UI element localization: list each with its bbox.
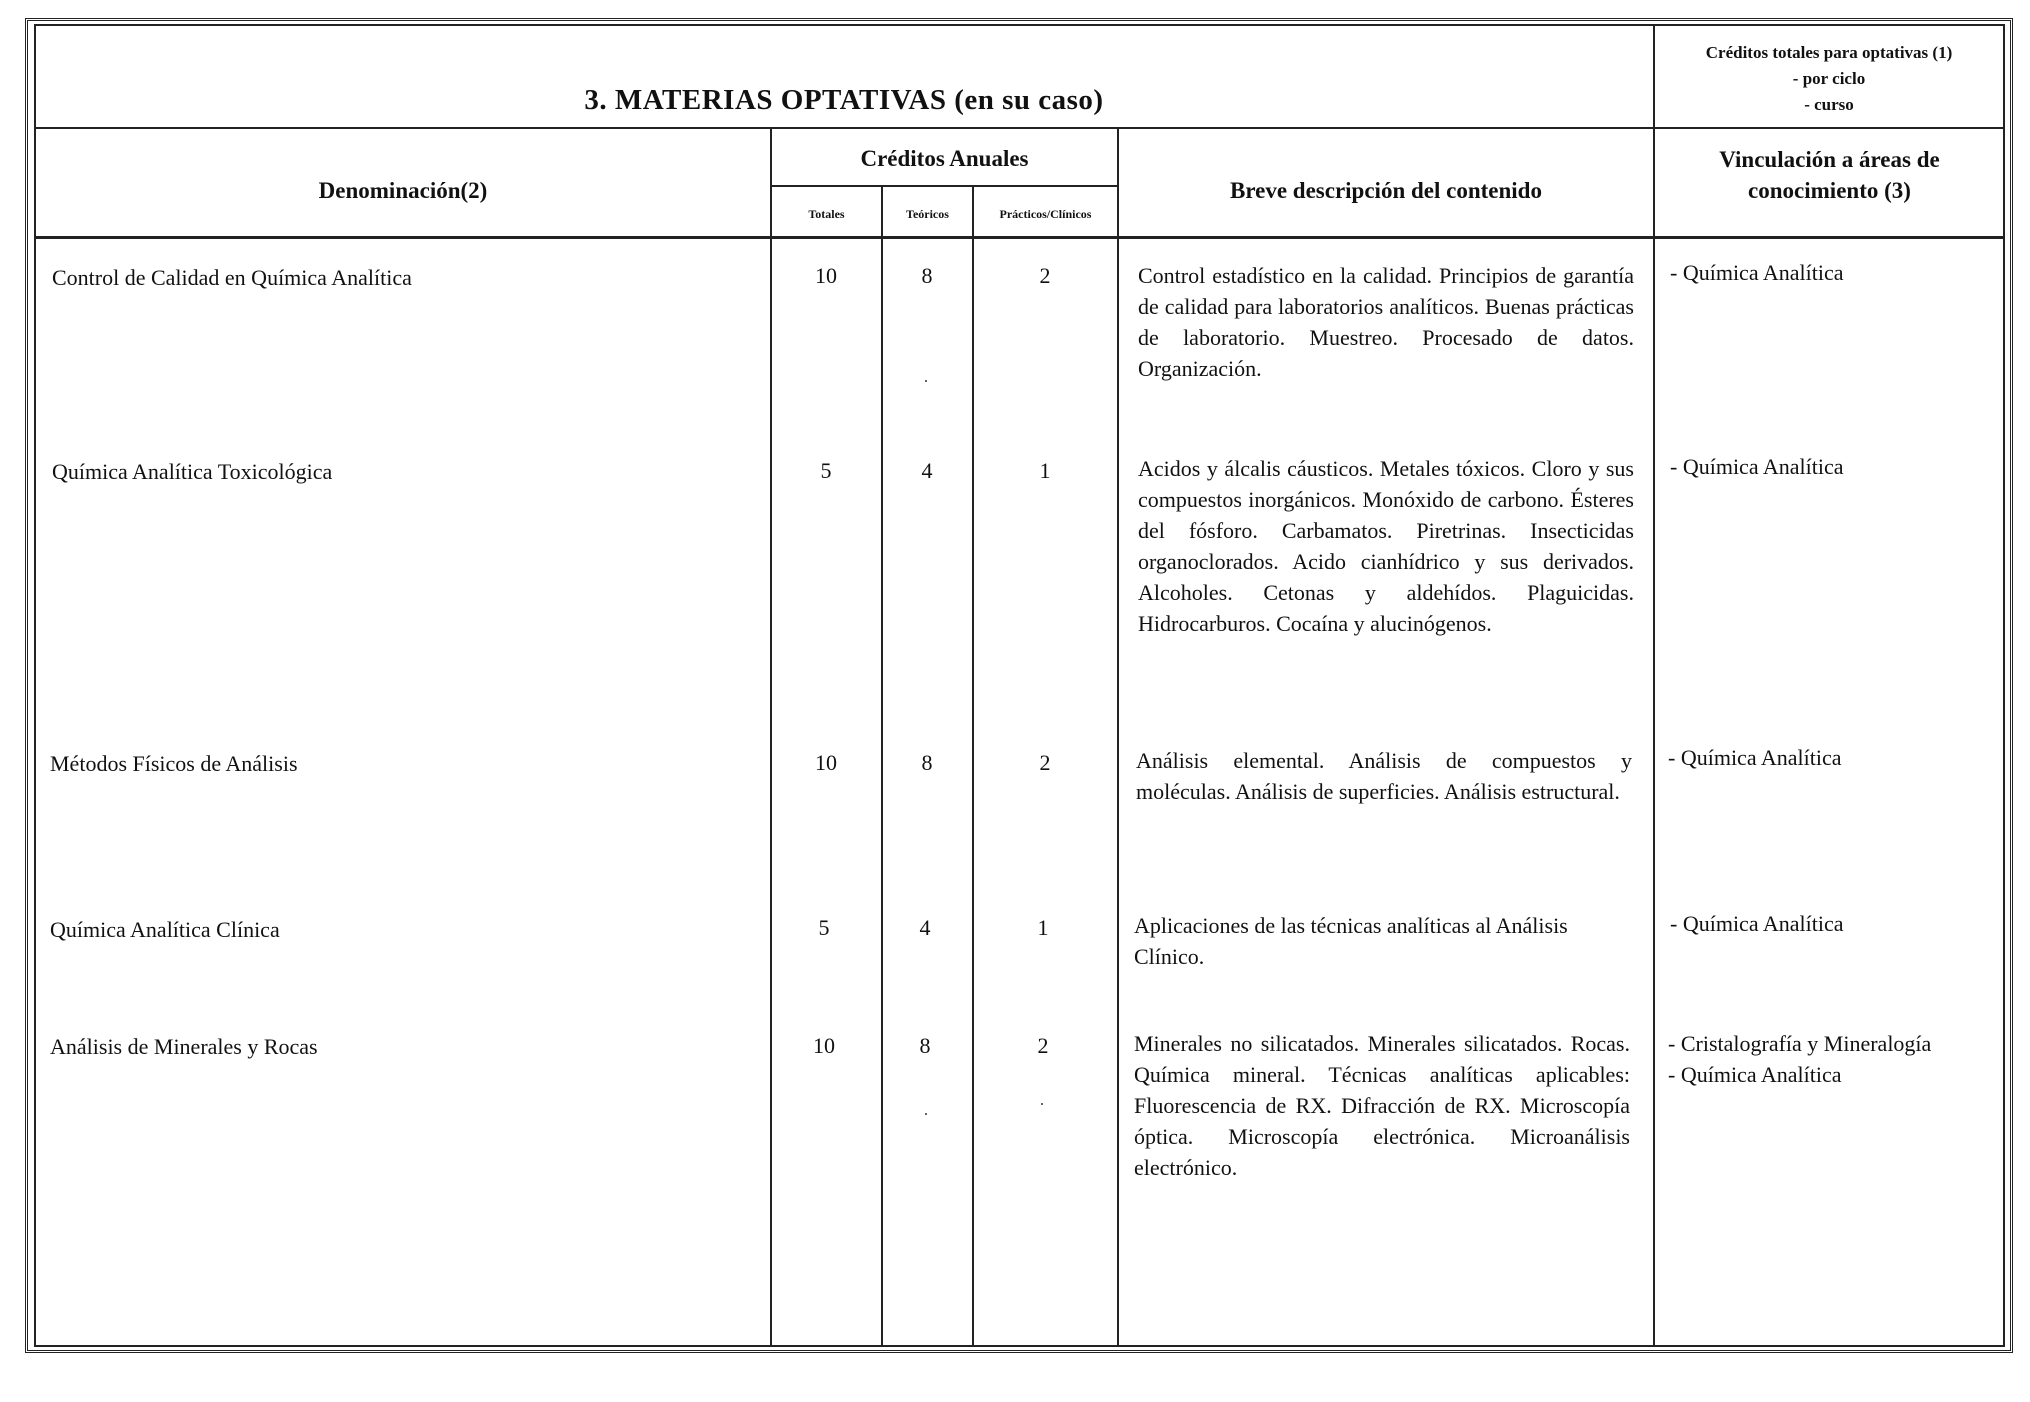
row-name: Análisis de Minerales y Rocas — [50, 1034, 318, 1059]
col-divider-descripcion — [1117, 128, 1119, 1345]
row-teoricos: 8 — [919, 1033, 931, 1058]
row-name: Control de Calidad en Química Analítica — [52, 265, 412, 290]
row-description: Análisis elemental. Análisis de compuestos y moléculas. Análisis de superficies. Análisis estructural. — [1136, 748, 1632, 804]
header-descripcion: Breve descripción del contenido — [1230, 178, 1542, 203]
row-name: Química Analítica Toxicológica — [52, 459, 333, 484]
row-area: - Química Analítica — [1668, 745, 1842, 770]
row-practicos: 2 — [1039, 263, 1051, 288]
row-totales: 5 — [820, 458, 832, 483]
row-totales: 5 — [818, 915, 830, 940]
credits-total-box — [1655, 40, 2003, 118]
table-frame — [34, 24, 2005, 1347]
scan-speck — [1041, 1103, 1043, 1105]
header-vinculacion-line2: conocimiento (3) — [1748, 178, 1911, 203]
credits-total-curso: - curso — [1804, 95, 1854, 114]
row-area: - Química Analítica — [1670, 454, 1844, 479]
row-practicos: 2 — [1037, 1033, 1049, 1058]
rule-below-header — [35, 236, 2004, 239]
header-denominacion: Denominación(2) — [318, 178, 488, 203]
row-name: Métodos Físicos de Análisis — [50, 751, 298, 776]
col-divider-vinculacion — [1653, 24, 1655, 1345]
header-teoricos: Teóricos — [906, 207, 949, 221]
section-title-sub: (en su caso) — [954, 84, 1104, 116]
header-vinculacion — [1655, 144, 2004, 206]
scan-speck — [925, 380, 927, 382]
rule-creditos-anuales — [772, 185, 1119, 187]
row-practicos: 1 — [1037, 915, 1049, 940]
row-description: Control estadístico en la calidad. Principios de garantía de calidad para laboratorios analíticos. Buenas prácticas de laboratorio. Muestreo. Procesado de datos. Organización. — [1138, 263, 1634, 381]
header-creditos-anuales: Créditos Anuales — [860, 146, 1029, 171]
row-area — [1668, 1028, 1998, 1090]
section-title-main: 3. MATERIAS OPTATIVAS — [584, 84, 947, 116]
row-area-line: - Química Analítica — [1668, 1062, 1842, 1087]
header-vinculacion-line1: Vinculación a áreas de — [1719, 147, 1940, 172]
row-description: Aplicaciones de las técnicas analíticas al Análisis Clínico. — [1134, 913, 1568, 969]
row-teoricos: 8 — [921, 750, 933, 775]
row-area: - Química Analítica — [1670, 260, 1844, 285]
row-teoricos: 4 — [921, 458, 933, 483]
section-title — [36, 84, 1652, 117]
header-practicos: Prácticos/Clínicos — [999, 207, 1092, 221]
credits-total-ciclo: - por ciclo — [1792, 69, 1866, 88]
rule-below-title — [35, 127, 2004, 129]
row-area-line: - Cristalografía y Mineralogía — [1668, 1031, 1932, 1056]
row-totales: 10 — [813, 1033, 835, 1058]
col-divider-totales — [770, 128, 772, 1345]
row-teoricos: 8 — [921, 263, 933, 288]
row-totales: 10 — [815, 750, 837, 775]
row-description: Minerales no silicatados. Minerales silicatados. Rocas. Química mineral. Técnicas analíticas aplicables: Fluorescencia de RX. Difracción de RX. Microscopía óptica. Microscopía electrónica. Microanálisis electrónico. — [1134, 1031, 1630, 1180]
col-divider-teoricos — [881, 186, 883, 1345]
credits-total-line: Créditos totales para optativas (1) — [1705, 43, 1953, 62]
row-area: - Química Analítica — [1670, 911, 1844, 936]
col-divider-practicos — [972, 186, 974, 1345]
row-totales: 10 — [815, 263, 837, 288]
scan-speck — [925, 1113, 927, 1115]
header-totales: Totales — [808, 207, 845, 221]
row-description: Acidos y álcalis cáusticos. Metales tóxicos. Cloro y sus compuestos inorgánicos. Monóxido de carbono. Ésteres del fósforo. Carbamatos. Piretrinas. Insecticidas organoclorados. Acido cianhídrico y sus derivados. Alcoholes. Cetonas y aldehídos. Plaguicidas. Hidrocarburos. Cocaína y alucinógenos. — [1138, 456, 1634, 636]
row-name: Química Analítica Clínica — [50, 917, 280, 942]
row-practicos: 1 — [1039, 458, 1051, 483]
row-practicos: 2 — [1039, 750, 1051, 775]
row-teoricos: 4 — [919, 915, 931, 940]
